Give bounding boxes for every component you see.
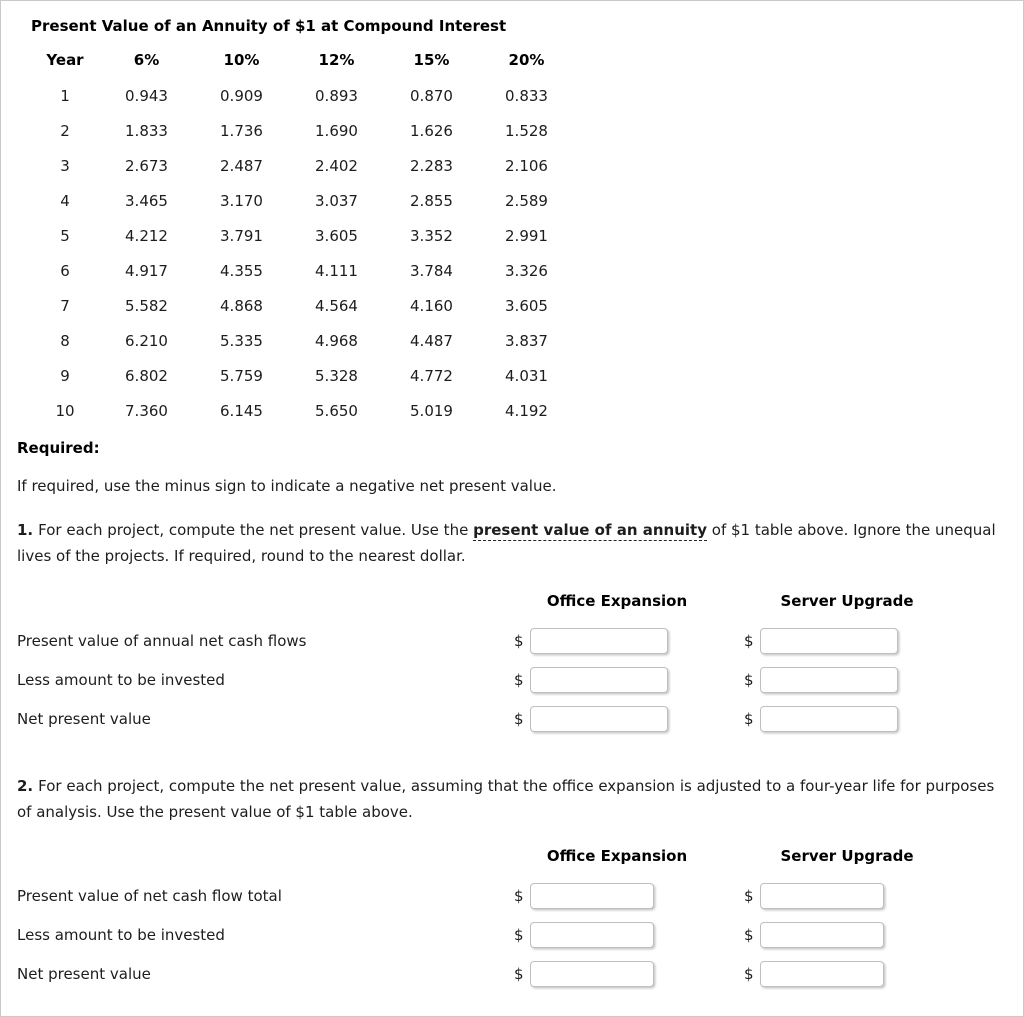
q2-row2-server-cell	[732, 921, 962, 949]
q2-row3-label: Net present value	[17, 965, 151, 983]
table-row: 10 7.360 6.145 5.650 5.019 4.192	[55, 402, 548, 420]
dollar-sign: $	[744, 709, 754, 728]
q1-row1-office-input[interactable]	[530, 628, 668, 654]
table-row: 1 0.943 0.909 0.893 0.870 0.833	[60, 87, 548, 105]
q2-row3-office-input[interactable]	[530, 961, 654, 987]
dollar-sign: $	[744, 670, 754, 689]
required-note: If required, use the minus sign to indicate a negative net present value.	[17, 477, 557, 495]
pv-table-title: Present Value of an Annuity of $1 at Compound Interest	[31, 17, 507, 35]
question-2-text-body: For each project, compute the net present value, assuming that the office expansion is adjusted to a four-year life for purposes of analysis. Use the present value of $1 table above.	[17, 776, 995, 821]
q2-row2-office-input[interactable]	[530, 922, 654, 948]
required-heading: Required:	[17, 439, 100, 457]
q1-row2-office-cell	[502, 666, 732, 694]
q1-row3-server-cell	[732, 705, 962, 733]
pv-table-header-row	[31, 43, 574, 79]
pv-annuity-table	[31, 43, 574, 429]
table-row: 4 3.465 3.170 3.037 2.855 2.589	[60, 192, 548, 210]
q1-row3-label: Net present value	[17, 709, 151, 728]
dollar-sign: $	[514, 631, 524, 650]
q2-row1-label: Present value of net cash flow total	[17, 887, 282, 905]
q1-row1-server-input[interactable]	[760, 628, 898, 654]
q2-row1-server-cell	[732, 882, 962, 910]
col-header-20pct: 20%	[508, 51, 545, 69]
q2-answer-table	[17, 847, 1007, 988]
col-header-15pct: 15%	[413, 51, 450, 69]
col-header-6pct: 6%	[133, 51, 160, 69]
dollar-sign: $	[514, 926, 524, 944]
question-2-text	[17, 773, 1007, 826]
q1-row3-office-input[interactable]	[530, 706, 668, 732]
q1-col-header-server-upgrade: Server Upgrade	[780, 591, 914, 610]
q1-row1-label: Present value of annual net cash flows	[17, 631, 307, 650]
table-row: 7 5.582 4.868 4.564 4.160 3.605	[60, 297, 548, 315]
q1-row2-office-input[interactable]	[530, 667, 668, 693]
q2-row3-server-input[interactable]	[760, 961, 884, 987]
q1-row3-office-cell	[502, 705, 732, 733]
q2-row2-server-input[interactable]	[760, 922, 884, 948]
glossary-link-present-value-of-an-annuity[interactable]: present value of an annuity	[473, 521, 707, 539]
q1-row1-server-cell	[732, 627, 962, 655]
q2-row1-office-input[interactable]	[530, 883, 654, 909]
q1-col-header-office-expansion: Office Expansion	[546, 591, 688, 610]
q2-row1-office-cell	[502, 882, 732, 910]
table-row: 6 4.917 4.355 4.111 3.784 3.326	[60, 262, 548, 280]
dollar-sign: $	[514, 965, 524, 983]
q2-row1-server-input[interactable]	[760, 883, 884, 909]
q2-row3-server-cell	[732, 960, 962, 988]
q1-row2-label: Less amount to be invested	[17, 670, 225, 689]
dollar-sign: $	[744, 887, 754, 905]
q2-row2-label: Less amount to be invested	[17, 926, 225, 944]
col-header-12pct: 12%	[318, 51, 355, 69]
question-1-text-before: For each project, compute the net present value. Use the	[38, 521, 474, 539]
dollar-sign: $	[744, 926, 754, 944]
q1-row3-server-input[interactable]	[760, 706, 898, 732]
table-row: 5 4.212 3.791 3.605 3.352 2.991	[60, 227, 548, 245]
question-1-number: 1.	[17, 521, 34, 539]
dollar-sign: $	[744, 965, 754, 983]
dollar-sign: $	[744, 631, 754, 650]
dollar-sign: $	[514, 887, 524, 905]
q1-row2-server-cell	[732, 666, 962, 694]
table-row: 2 1.833 1.736 1.690 1.626 1.528	[60, 122, 548, 140]
col-header-10pct: 10%	[223, 51, 260, 69]
q1-row2-server-input[interactable]	[760, 667, 898, 693]
q2-row3-office-cell	[502, 960, 732, 988]
q2-col-header-server-upgrade: Server Upgrade	[780, 847, 914, 865]
q1-row1-office-cell	[502, 627, 732, 655]
q1-answer-table	[17, 592, 1007, 733]
dollar-sign: $	[514, 670, 524, 689]
table-row: 8 6.210 5.335 4.968 4.487 3.837	[60, 332, 548, 350]
q2-row2-office-cell	[502, 921, 732, 949]
col-header-year: Year	[46, 51, 84, 69]
dollar-sign: $	[514, 709, 524, 728]
table-row: 9 6.802 5.759 5.328 4.772 4.031	[60, 367, 548, 385]
question-1-text-after: of $1 table above. Ignore the unequal lives of the projects. If required, round to the nearest dollar.	[17, 521, 996, 566]
table-row: 3 2.673 2.487 2.402 2.283 2.106	[60, 157, 548, 175]
question-2-number: 2.	[17, 776, 34, 795]
question-1-text	[17, 517, 1007, 570]
q2-col-header-office-expansion: Office Expansion	[546, 847, 688, 865]
